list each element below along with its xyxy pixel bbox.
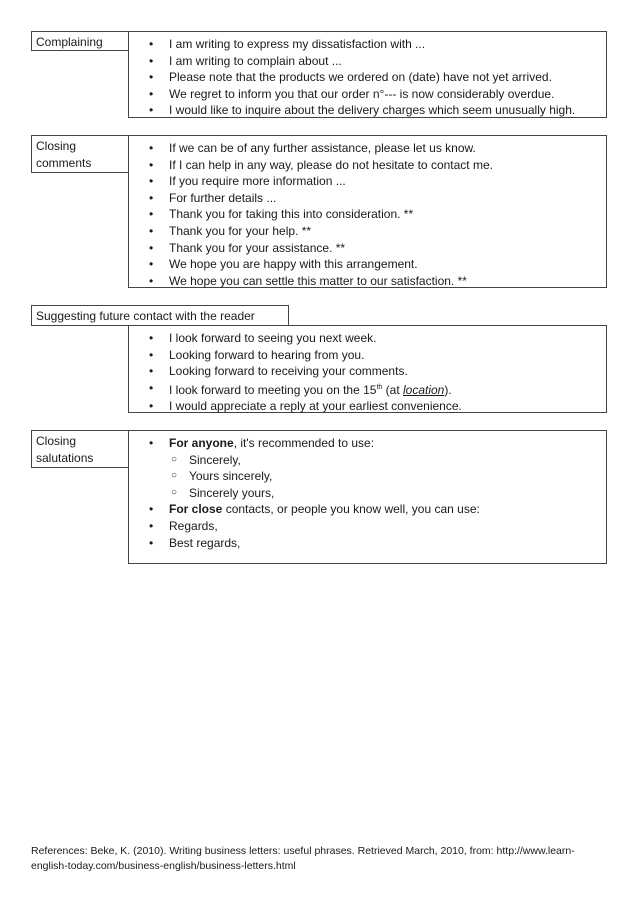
future-contact-label-text: Suggesting future contact with the reader (36, 309, 255, 323)
closing-salutations-label (31, 430, 129, 468)
list-item: • If I can help in any way, please do not hesitate to contact me. (149, 157, 493, 172)
list-item: • I am writing to complain about ... (149, 53, 342, 68)
complaining-label-text: Complaining (36, 35, 103, 49)
list-item: • I look forward to meeting you on the 15th (at location). (149, 380, 452, 397)
reference-text: References: Beke, K. (2010). Writing business letters: useful phrases. Retrieved March, 2010, from: http://www.learn-english-today.com/business-english/business-letters.html (31, 845, 575, 872)
closing-salutations-label-line2: salutations (36, 451, 94, 465)
list-item: • If we can be of any further assistance, please let us know. (149, 141, 476, 155)
sub-list (169, 452, 480, 502)
list-item: • For close contacts, or people you know well, you can use: (149, 502, 480, 517)
complaining-label (31, 31, 129, 51)
future-contact-box (128, 325, 607, 413)
closing-comments-box (128, 135, 607, 288)
closing-comments-list (149, 140, 493, 289)
list-item: • We regret to inform you that our order n°--- is now considerably overdue. (149, 86, 555, 101)
closing-salutations-box (128, 430, 607, 564)
future-contact-list (149, 330, 462, 415)
list-item: • We hope you are happy with this arrangement. (149, 257, 418, 272)
sub-list-item: ○ Yours sincerely, (171, 469, 273, 484)
list-item: • I am writing to express my dissatisfaction with ... (149, 37, 426, 51)
list-item: • If you require more information ... (149, 174, 346, 189)
sub-list-item: ○ Sincerely yours, (171, 485, 275, 500)
list-item: • I look forward to seeing you next week. (149, 331, 377, 345)
list-item: • Thank you for taking this into consideration. ** (149, 207, 414, 222)
list-item: • We hope you can settle this matter to our satisfaction. ** (149, 273, 467, 288)
closing-comments-label-line2: comments (36, 156, 92, 170)
list-item: • Regards, (149, 518, 218, 533)
complaining-box (128, 31, 607, 118)
list-item: • Please note that the products we ordered on (date) have not yet arrived. (149, 70, 552, 85)
closing-comments-label (31, 135, 129, 173)
future-contact-label (31, 305, 289, 326)
list-item: • Looking forward to hearing from you. (149, 347, 365, 362)
list-item: • I would like to inquire about the delivery charges which seem unusually high. (149, 103, 576, 118)
closing-comments-label-line1: Closing (36, 139, 77, 153)
list-item: • For anyone, it's recommended to use: ○ Sincerely, ○ Yours sincerely, ○ Sincerely yours, (149, 435, 480, 501)
list-item: • Thank you for your help. ** (149, 223, 312, 238)
list-item: • Best regards, (149, 535, 241, 550)
list-item: • I would appreciate a reply at your earliest convenience. (149, 399, 462, 414)
list-item: • For further details ... (149, 190, 277, 205)
closing-salutations-label-line1: Closing (36, 434, 77, 448)
closing-salutations-list (149, 435, 480, 551)
complaining-list (149, 36, 575, 119)
sub-list-item: ○ Sincerely, (171, 452, 241, 467)
list-item: • Thank you for your assistance. ** (149, 240, 346, 255)
list-item: • Looking forward to receiving your comments. (149, 364, 408, 379)
